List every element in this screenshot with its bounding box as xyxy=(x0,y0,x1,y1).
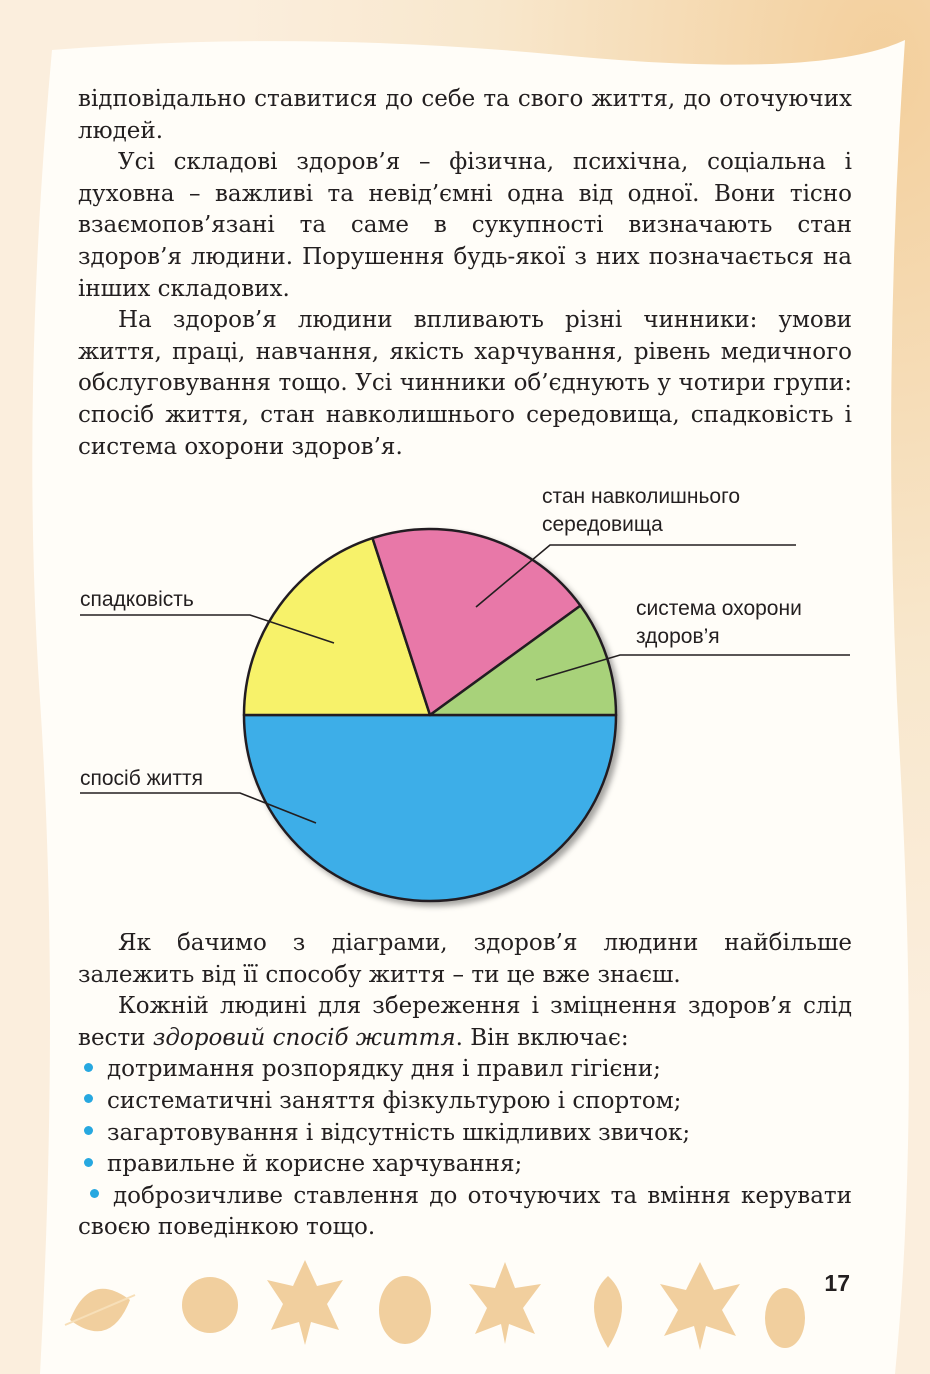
conclusion-text xyxy=(78,928,852,1244)
paragraph: На здоров’я людини впливають різні чинники: умови життя, праці, навчання, якість харчування, рівень медичного обслуговування тощо. Усі чинники об’єднують у чотири групи: спосіб життя, стан навколишнього середовища, спадковість і система охорони здоров’я. xyxy=(78,307,852,460)
label-lifestyle: спосіб життя xyxy=(80,767,203,790)
emphasis: здоровий спосіб життя xyxy=(152,1024,456,1051)
slice-lifestyle xyxy=(244,715,616,901)
page-number: 17 xyxy=(824,1270,850,1296)
label-environment: стан навколишнього середовища xyxy=(542,485,740,536)
label-heredity: спадковість xyxy=(80,588,194,611)
list-item: доброзичливе ставлення до оточуючих та вміння керувати своєю поведінкою тощо. xyxy=(78,1182,852,1241)
bullet-icon xyxy=(84,1094,93,1103)
paragraph: відповідально ставитися до себе та свого життя, до оточуючих людей. xyxy=(78,86,852,144)
list-item: правильне й корисне харчування; xyxy=(78,1149,852,1181)
leaf-icon xyxy=(379,1276,431,1344)
pie-chart xyxy=(60,475,870,915)
list-item: загартовування і відсутність шкідливих звичок; xyxy=(78,1118,852,1150)
bullet-icon xyxy=(90,1189,99,1198)
paragraph: Кожній людині для збереження і зміцнення здоров’я слід вести здоровий спосіб життя. Він включає: xyxy=(78,993,852,1051)
paragraph: Усі складові здоров’я – фізична, психічна, соціальна і духовна – важливі та невід’ємні одна від одної. Вони тісно взаємопов’язані та саме в сукупності визначають стан здоров’я людини. Порушення будь-якої з них позначається на інших складових. xyxy=(78,149,852,302)
label-healthcare: система охорони здоров’я xyxy=(636,597,802,648)
list-item: дотримання розпорядку дня і правил гігієни; xyxy=(78,1054,852,1086)
bullet-icon xyxy=(84,1063,93,1072)
leaf-icon xyxy=(182,1277,238,1333)
list-item: систематичні заняття фізкультурою і спортом; xyxy=(78,1086,852,1118)
leaf-icon xyxy=(765,1288,805,1348)
paragraph: Як бачимо з діаграми, здоров’я людини найбільше залежить від її способу життя – ти це вже знаєш. xyxy=(78,930,852,988)
intro-text xyxy=(78,84,852,463)
bullet-icon xyxy=(84,1158,93,1167)
bullet-icon xyxy=(84,1126,93,1135)
pie-slices xyxy=(244,529,616,901)
